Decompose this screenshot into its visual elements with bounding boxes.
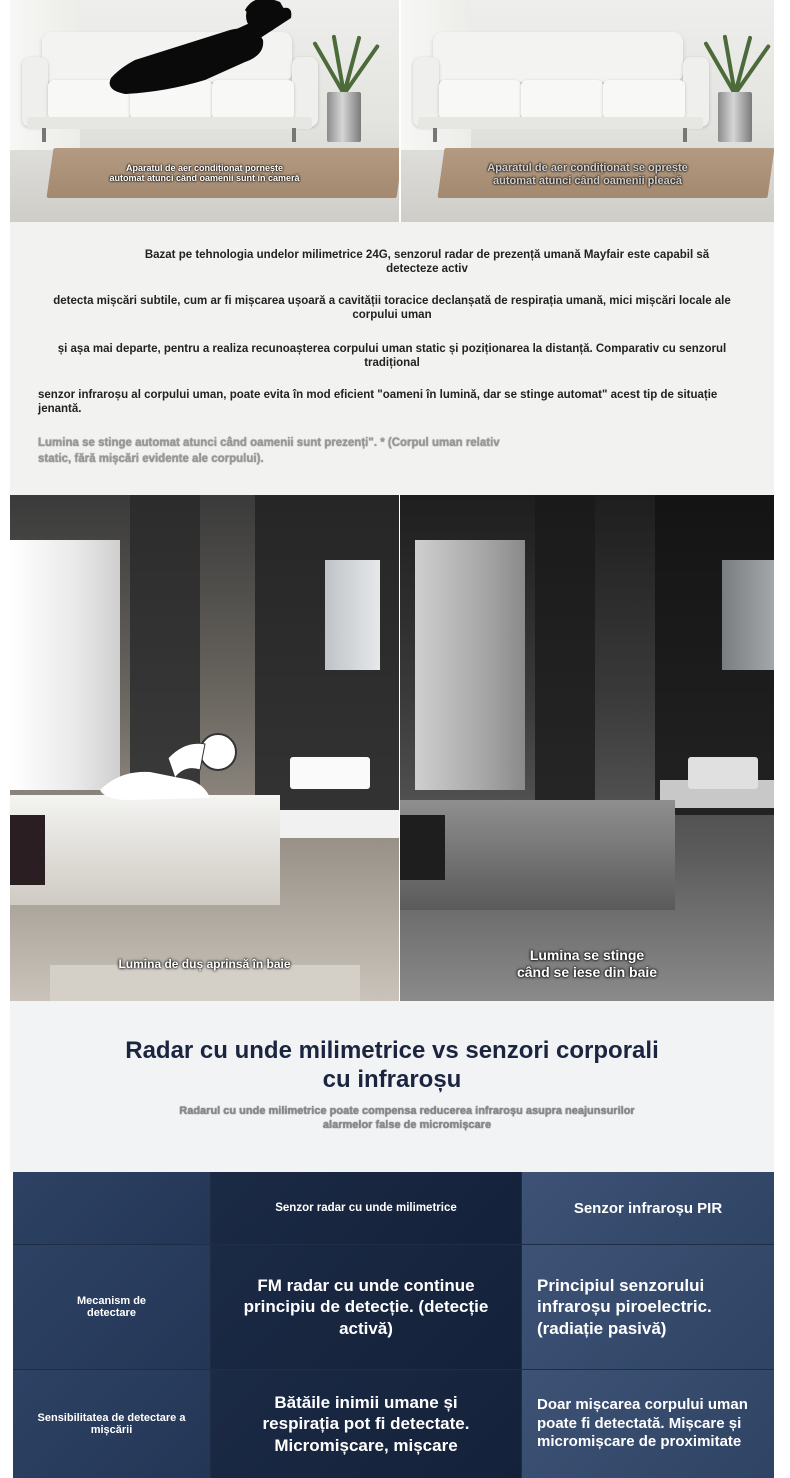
- caption-light-off: Lumina se stinge când se iese din baie: [516, 947, 658, 980]
- reclining-person-icon: [105, 0, 305, 100]
- towel: [400, 815, 445, 880]
- table-cell-pir: Doar mișcarea corpului uman poate fi detectată. Mișcare și micromișcare de proximitate: [522, 1370, 774, 1478]
- towel: [10, 815, 45, 885]
- table-header-radar: Senzor radar cu unde milimetrice: [211, 1172, 521, 1244]
- living-room-scene-empty: [401, 0, 774, 222]
- table-header-empty: [13, 1172, 210, 1244]
- comparison-table: [13, 1172, 774, 1478]
- description-section: [10, 222, 774, 495]
- mirror: [325, 560, 380, 670]
- potted-plant: [706, 0, 766, 142]
- paragraph-1: Bazat pe tehnologia undelor milimetrice 24G, senzorul radar de prezență umană Mayfair este capabil să detecteze activ: [144, 249, 710, 275]
- bathtub: [10, 795, 280, 905]
- caption-light-on: Lumina de duș aprinsă în baie: [118, 957, 291, 971]
- caption-ac-on: Aparatul de aer condiționat pornește automat atunci când oamenii sunt în cameră: [109, 163, 300, 184]
- counter: [265, 810, 399, 838]
- table-row-label: Sensibilitatea de detectare a mișcării: [13, 1370, 210, 1478]
- sofa: [413, 32, 713, 144]
- mirror: [722, 560, 774, 670]
- potted-plant: [315, 0, 375, 142]
- table-cell-radar: FM radar cu unde continue principiu de detecție. (detecție activă): [211, 1245, 521, 1369]
- sink: [688, 757, 758, 789]
- faded-note: Lumina se stinge automat atunci când oamenii sunt prezenți". * (Corpul uman relativ static, fără mișcări evidente ale corpului).: [38, 437, 500, 465]
- bathing-person-icon: [90, 730, 260, 805]
- sink: [290, 757, 370, 789]
- bathroom-window: [415, 540, 525, 790]
- table-cell-radar: Bătăile inimii umane și respirația pot fi detectate. Micromișcare, mișcare: [211, 1370, 521, 1478]
- paragraph-4: senzor infraroșu al corpului uman, poate evita în mod eficient "oameni în lumină, dar se stinge automat" acest tip de situație jenantă.: [38, 389, 718, 415]
- living-room-scene-occupied: [10, 0, 399, 222]
- comparison-subtitle: Radarul cu unde milimetrice poate compensa reducerea infraroșu asupra neajunsurilor alarmelor false de micromișcare: [179, 1105, 635, 1132]
- comparison-title: Radar cu unde milimetrice vs senzori corporali cu infraroșu: [125, 1037, 659, 1093]
- bathroom-scene-dark: [400, 495, 774, 1001]
- caption-ac-off: Aparatul de aer condiționat se oprește automat atunci când oamenii pleacă: [487, 162, 688, 187]
- paragraph-3: și așa mai departe, pentru a realiza recunoașterea corpului uman static și poziționarea la distanță. Comparativ cu senzorul tradițional: [57, 343, 727, 369]
- table-row-label: Mecanism de detectare: [13, 1245, 210, 1369]
- paragraph-2: detecta mișcări subtile, cum ar fi mișcarea ușoară a cavității toracice declanșată de respirația umană, mici mișcări locale ale corpului uman: [53, 295, 731, 321]
- table-cell-pir: Principiul senzorului infraroșu piroelectric. (radiație pasivă): [522, 1245, 774, 1369]
- table-header-pir: Senzor infraroșu PIR: [522, 1172, 774, 1244]
- bathroom-scene-lit: [10, 495, 399, 1001]
- comparison-header: [10, 1001, 774, 1172]
